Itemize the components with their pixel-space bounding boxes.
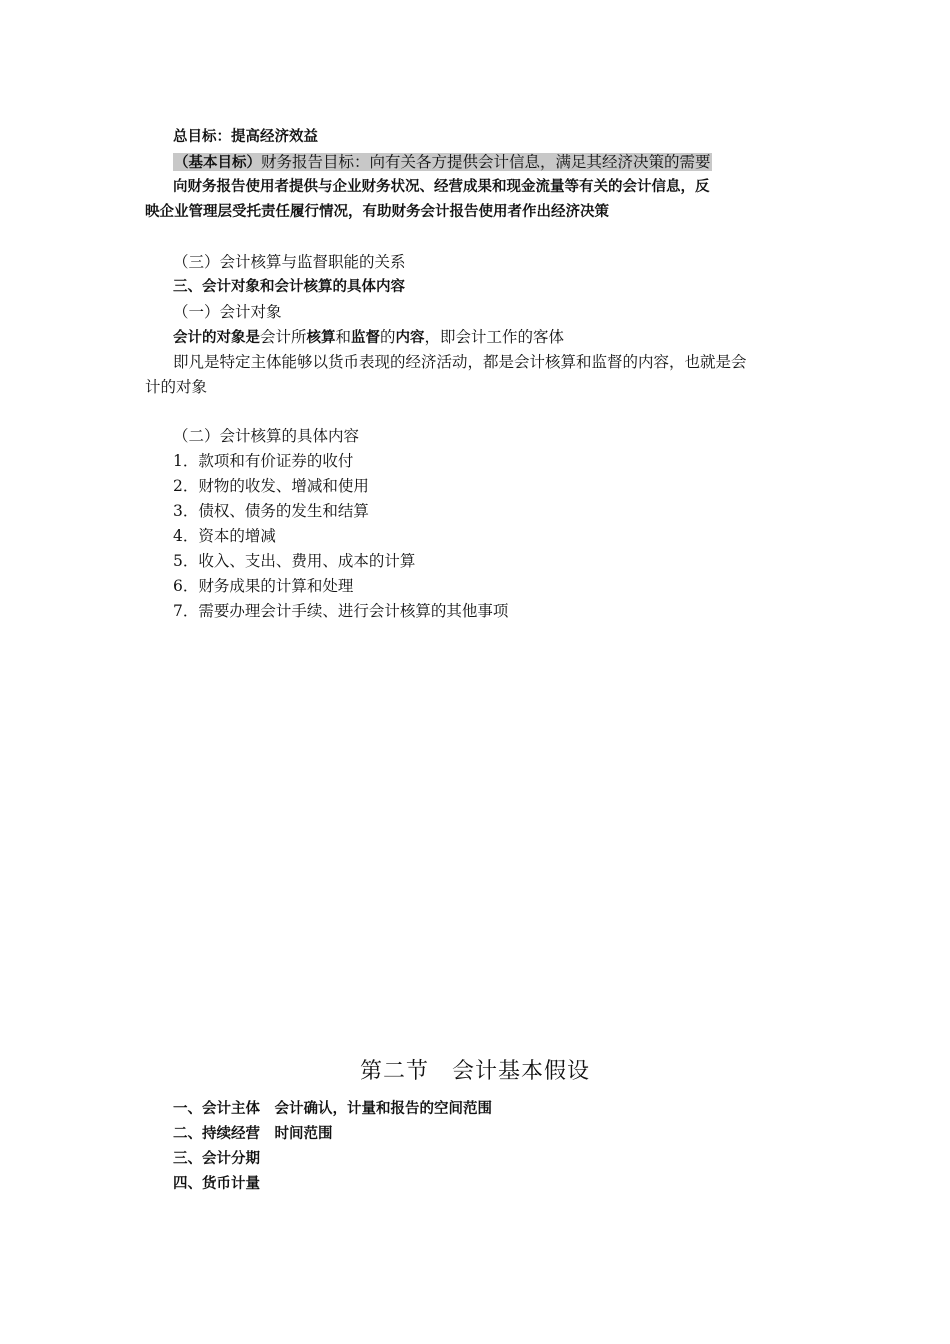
section-2-title: 第二节 会计基本假设 [359,1059,590,1084]
definition-part-1: 会计的对象是 [173,330,260,346]
accounting-content-subheading: （二）会计核算的具体内容 [173,427,360,445]
assumption-item: 三、会计分期 [173,1151,260,1167]
list-item: 2．财物的收发、增减和使用 [173,477,369,495]
accounting-object-explanation-line-2: 计的对象 [145,378,208,396]
definition-part-2: 会计所 [260,328,307,346]
assumption-item: 二、持续经营 时间范围 [173,1126,333,1142]
accounting-object-subheading: （一）会计对象 [173,303,282,321]
accounting-object-explanation-line-1: 即凡是特定主体能够以货币表现的经济活动，都是会计核算和监督的内容，也就是会 [173,353,747,371]
list-item: 6．财务成果的计算和处理 [173,577,354,595]
accounting-object-definition [173,325,838,351]
definition-part-5: 监督 [351,330,381,346]
definition-part-7: 内容 [395,330,425,346]
definition-part-6: 的 [380,328,396,346]
definition-part-4: 和 [335,328,352,346]
list-item: 5．收入、支出、费用、成本的计算 [173,552,416,570]
list-item: 7．需要办理会计手续、进行会计核算的其他事项 [173,602,509,620]
basic-goal-highlight [173,153,712,171]
basic-goal-line [173,150,838,176]
overall-goal: 总目标：提高经济效益 [173,129,318,145]
assumption-item: 四、货币计量 [173,1176,260,1192]
list-item: 4．资本的增减 [173,527,276,545]
definition-part-3: 核算 [306,330,336,346]
relationship-subheading: （三）会计核算与监督职能的关系 [173,253,406,271]
goal-description-line-1: 向财务报告使用者提供与企业财务状况、经营成果和现金流量等有关的会计信息，反 [173,179,710,195]
basic-goal-prefix: （基本目标） [174,155,261,171]
list-item: 1．款项和有价证券的收付 [173,452,354,470]
assumption-item: 一、会计主体 会计确认，计量和报告的空间范围 [173,1101,492,1117]
basic-goal-text: 财务报告目标：向有关各方提供会计信息，满足其经济决策的需要 [261,153,711,171]
definition-part-8: ，即会计工作的客体 [424,328,565,346]
section-3-heading: 三、会计对象和会计核算的具体内容 [173,279,405,295]
goal-description-line-2: 映企业管理层受托责任履行情况，有助财务会计报告使用者作出经济决策 [145,204,609,220]
list-item: 3．债权、债务的发生和结算 [173,502,369,520]
